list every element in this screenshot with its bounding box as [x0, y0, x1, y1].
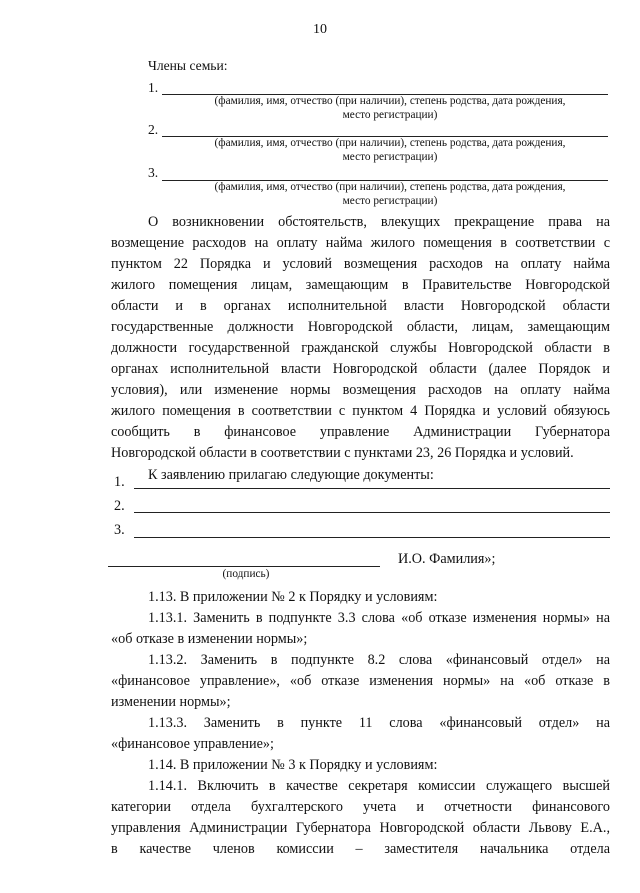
attachment-2-line	[134, 512, 610, 513]
amendment-line: в качестве членов комиссии – заместителя начальника отдела	[111, 841, 610, 857]
amendment-line: 1.13.3. Заменить в пункте 11 слова «финансовый отдел» на	[148, 715, 610, 731]
attachments-intro: К заявлению прилагаю следующие документы:	[148, 467, 434, 483]
notice-line: возмещение расходов на оплату найма жилого помещения в соответствии с	[111, 235, 610, 251]
amendment-line: 1.14.1. Включить в качестве секретаря комиссии служащего высшей	[148, 778, 610, 794]
amendment-line: «финансовое управление»;	[111, 736, 274, 752]
family-item-2-number: 2.	[148, 122, 159, 137]
notice-line: области и в органах исполнительной власти Новгородской области	[111, 298, 610, 314]
amendment-line: изменении нормы»;	[111, 694, 231, 710]
notice-line: сообщить в финансовое управление Администрации Губернатора	[111, 424, 610, 440]
family-item-2-caption-line-2: место регистрации)	[342, 151, 438, 163]
amendment-line: 1.13.1. Заменить в подпункте 3.3 слова «об отказе изменения нормы» на	[148, 610, 610, 626]
notice-line: условия), или изменение нормы возмещения расходов на оплату найма	[111, 382, 610, 398]
amendment-line: «об отказе в изменении нормы»;	[111, 631, 308, 647]
attachment-3-number: 3.	[114, 522, 125, 538]
family-item-1-caption-line-2: место регистрации)	[342, 109, 438, 121]
amendment-line: 1.14. В приложении № 3 к Порядку и условиям:	[148, 757, 438, 773]
notice-line: пунктом 22 Порядка и условий возмещения расходов на оплату найма	[111, 256, 610, 272]
notice-line: О возникновении обстоятельств, влекущих прекращение права на	[148, 214, 610, 230]
family-item-3-caption-line-2: место регистрации)	[342, 195, 438, 207]
amendment-line: 1.13.2. Заменить в подпункте 8.2 слова «финансовый отдел» на	[148, 652, 610, 668]
family-item-1-caption	[180, 94, 600, 122]
family-item-1-caption-line-1: (фамилия, имя, отчество (при наличии), степень родства, дата рождения,	[214, 95, 566, 107]
family-item-2-caption	[180, 136, 600, 164]
amendment-line: «финансовое управление», «об отказе изменения нормы» на «об отказе в	[111, 673, 610, 689]
attachment-2-number: 2.	[114, 498, 125, 514]
family-item-1-number: 1.	[148, 80, 159, 95]
family-item-3-caption-line-1: (фамилия, имя, отчество (при наличии), степень родства, дата рождения,	[214, 181, 566, 193]
notice-line: жилого помещения лицам, замещающим в Правительстве Новгородской	[111, 277, 610, 293]
family-item-3-caption	[180, 180, 600, 208]
page-number: 10	[313, 22, 327, 37]
notice-line: должности государственной гражданской службы Новгородской области в	[111, 340, 610, 356]
notice-line: государственные должности Новгородской области, лицам, замещающим	[111, 319, 610, 335]
attachment-1-line	[134, 488, 610, 489]
amendment-line: категории отдела бухгалтерского учета и отчетности финансового	[111, 799, 610, 815]
family-item-2-caption-line-1: (фамилия, имя, отчество (при наличии), степень родства, дата рождения,	[214, 137, 566, 149]
attachment-3-line	[134, 537, 610, 538]
family-heading: Члены семьи:	[148, 58, 228, 73]
signature-caption: (подпись)	[222, 568, 270, 580]
attachment-1-number: 1.	[114, 474, 125, 490]
amendment-line: управления Администрации Губернатора Новгородской области Львову Е.А.,	[111, 820, 610, 836]
amendment-line: 1.13. В приложении № 2 к Порядку и условиям:	[148, 589, 438, 605]
notice-line: жилого помещения в соответствии с пунктом 4 Порядка и условий обязуюсь	[111, 403, 610, 419]
family-item-3-number: 3.	[148, 165, 159, 180]
signature-name: И.О. Фамилия»;	[398, 551, 496, 567]
notice-line: Новгородской области в соответствии с пунктами 23, 26 Порядка и условий.	[111, 445, 574, 461]
notice-line: органах исполнительной власти Новгородской области (далее Порядок и	[111, 361, 610, 377]
